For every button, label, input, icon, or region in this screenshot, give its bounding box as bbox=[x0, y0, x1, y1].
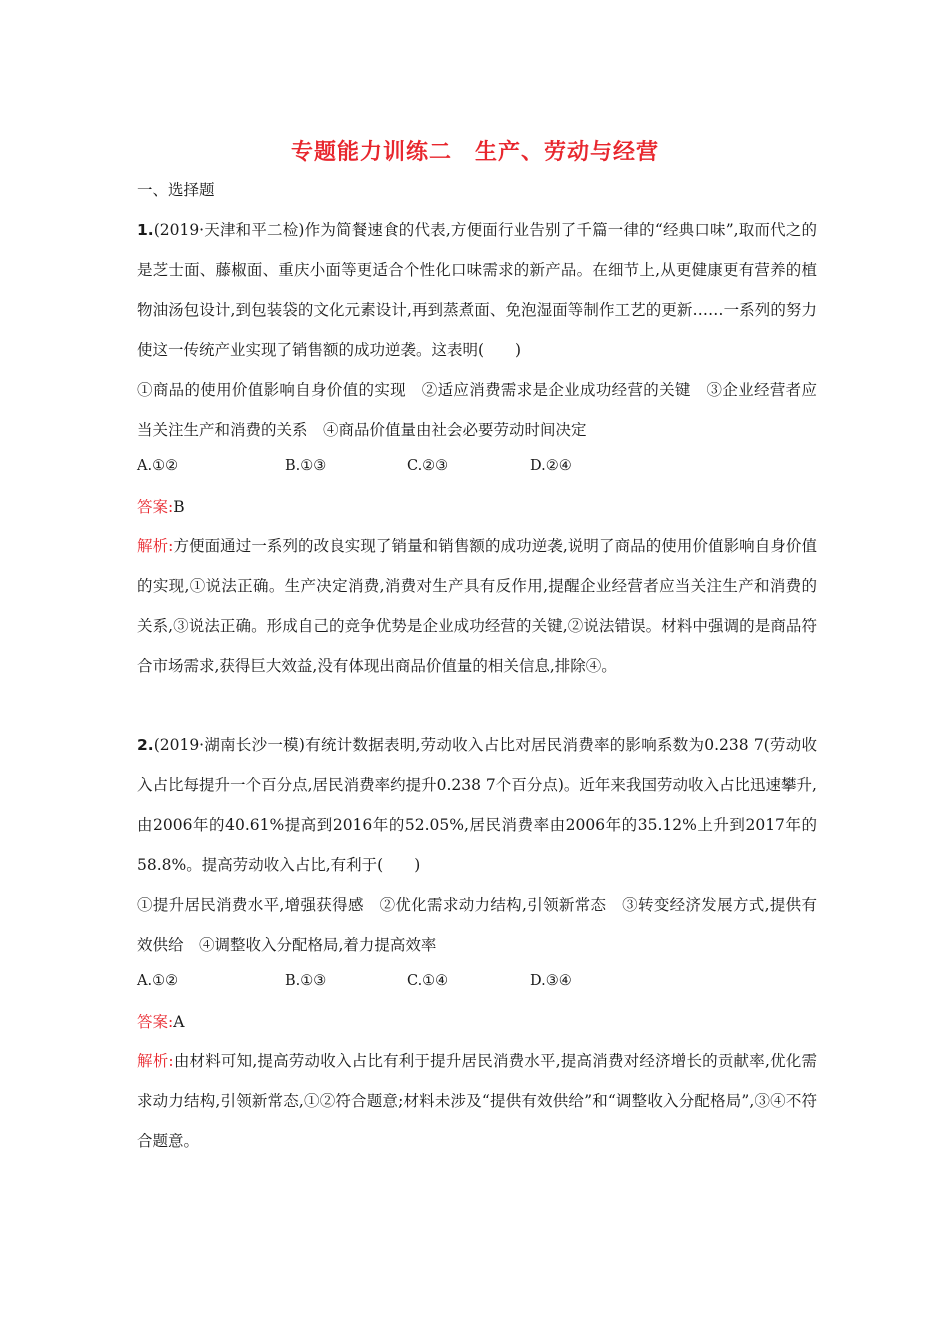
question-2-option-a: A.①② bbox=[137, 973, 179, 989]
question-2-stem bbox=[137, 725, 817, 885]
question-2-stem-text: (2019·湖南长沙一模)有统计数据表明,劳动收入占比对居民消费率的影响系数为0.238 7(劳动收入占比每提升一个百分点,居民消费率约提升0.238 7个百分点)。近年来我国劳动收入占比迅速攀升,由2006年的40.61%提高到2016年的52.05%,居民消费率由2006年的35.12%上升到2017年的58.8%。提高劳动收入占比,有利于( ) bbox=[137, 736, 817, 874]
question-1-option-a: A.①② bbox=[137, 458, 179, 474]
question-1-stem bbox=[137, 210, 817, 370]
answer-value: B bbox=[173, 498, 185, 516]
page-title: 专题能力训练二 生产、劳动与经营 bbox=[290, 140, 659, 165]
question-2-analysis bbox=[137, 1041, 817, 1161]
question-1-statements: ①商品的使用价值影响自身价值的实现 ②适应消费需求是企业成功经营的关键 ③企业经营者应当关注生产和消费的关系 ④商品价值量由社会必要劳动时间决定 bbox=[137, 381, 817, 439]
question-1-options bbox=[137, 450, 817, 488]
answer-value: A bbox=[173, 1013, 185, 1031]
question-2-answer bbox=[137, 1003, 817, 1041]
question-1-option-c: C.②③ bbox=[407, 458, 449, 474]
question-1-stem-text: (2019·天津和平二检)作为简餐速食的代表,方便面行业告别了千篇一律的“经典口味”,取而代之的是芝士面、藤椒面、重庆小面等更适合个性化口味需求的新产品。在细节上,从更健康更有营养的植物油汤包设计,到包装袋的文化元素设计,再到蒸煮面、免泡湿面等制作工艺的更新……一系列的努力使这一传统产业实现了销售额的成功逆袭。这表明( ) bbox=[137, 221, 817, 359]
question-1-number: 1. bbox=[137, 221, 154, 239]
question-2 bbox=[137, 725, 817, 1161]
question-2-option-d: D.③④ bbox=[530, 973, 572, 989]
question-2-number: 2. bbox=[137, 736, 154, 754]
question-2-option-b: B.①③ bbox=[285, 973, 327, 989]
analysis-label: 解析: bbox=[137, 537, 174, 555]
question-1 bbox=[137, 210, 817, 686]
question-1-option-b: B.①③ bbox=[285, 458, 327, 474]
question-2-option-c: C.①④ bbox=[407, 973, 449, 989]
question-1-analysis bbox=[137, 526, 817, 686]
answer-label: 答案: bbox=[137, 498, 174, 516]
analysis-text: 方便面通过一系列的改良实现了销量和销售额的成功逆袭,说明了商品的使用价值影响自身价值的实现,①说法正确。生产决定消费,消费对生产具有反作用,提醒企业经营者应当关注生产和消费的关系,③说法正确。形成自己的竞争优势是企业成功经营的关键,②说法错误。材料中强调的是商品符合市场需求,获得巨大效益,没有体现出商品价值量的相关信息,排除④。 bbox=[137, 537, 817, 675]
question-2-options bbox=[137, 965, 817, 1003]
answer-label: 答案: bbox=[137, 1013, 174, 1031]
analysis-label: 解析: bbox=[137, 1052, 174, 1070]
question-2-statements: ①提升居民消费水平,增强获得感 ②优化需求动力结构,引领新常态 ③转变经济发展方式,提供有效供给 ④调整收入分配格局,着力提高效率 bbox=[137, 896, 817, 954]
analysis-text: 由材料可知,提高劳动收入占比有利于提升居民消费水平,提高消费对经济增长的贡献率,优化需求动力结构,引领新常态,①②符合题意;材料未涉及“提供有效供给”和“调整收入分配格局”,③④不符合题意。 bbox=[137, 1052, 817, 1150]
question-1-answer bbox=[137, 488, 817, 526]
section-heading: 一、选择题 bbox=[137, 181, 215, 199]
question-1-option-d: D.②④ bbox=[530, 458, 572, 474]
